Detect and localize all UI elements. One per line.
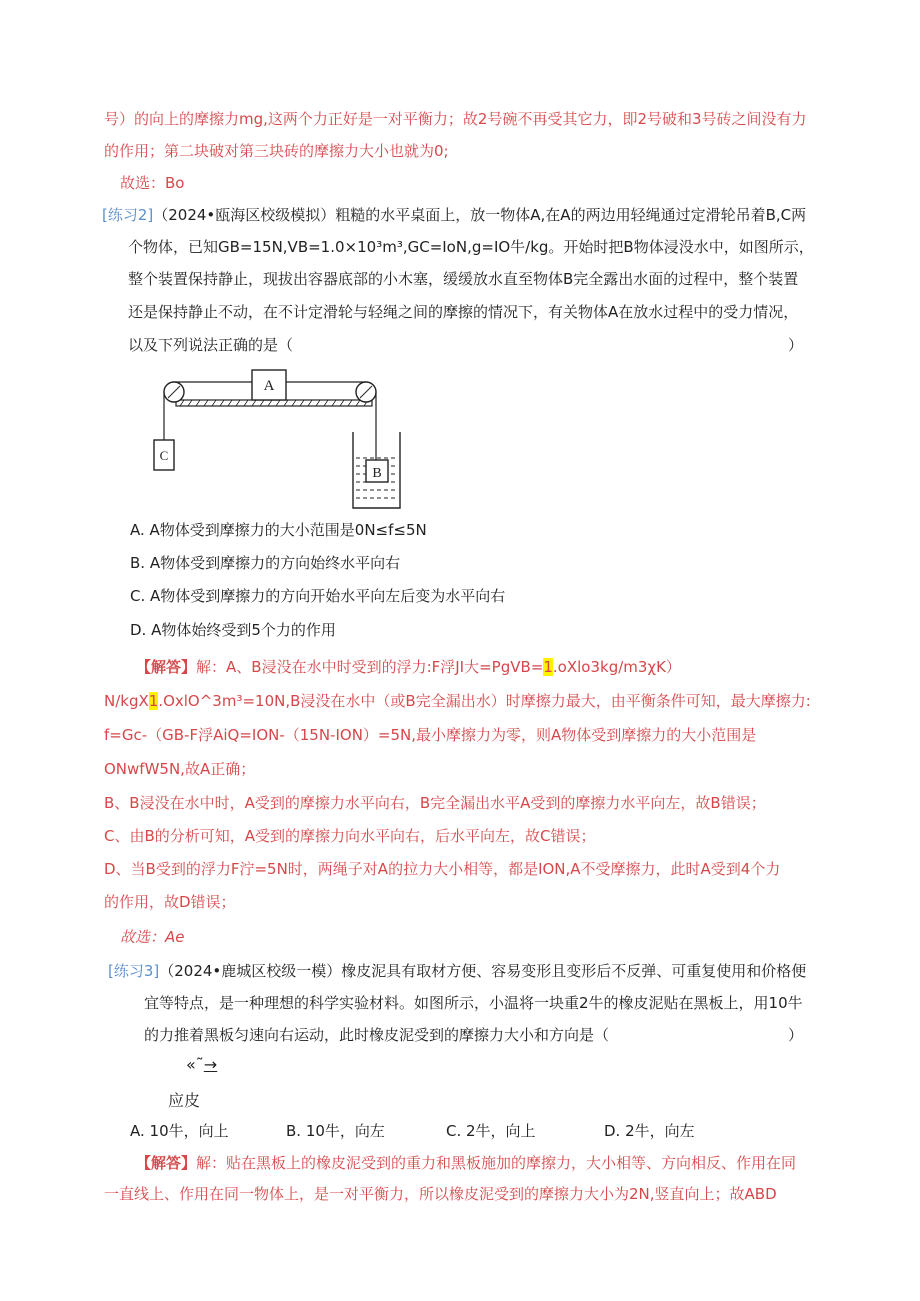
arrow-right-icon: → bbox=[203, 1055, 218, 1074]
q2-text-1: （2024•瓯海区校级模拟）粗糙的水平桌面上，放一物体A,在A的两边用轻绳通过定滑轮吊着B,C两 bbox=[153, 206, 807, 224]
q3-option-c: C. 2牛，向上 bbox=[446, 1122, 536, 1140]
block-a-label: A bbox=[263, 378, 275, 394]
q2-line-1 bbox=[102, 204, 806, 226]
q2-option-b: B. A物体受到摩擦力的方向始终水平向右 bbox=[130, 554, 401, 572]
q2-solution-line-7: D、当B受到的浮力F泞=5N时，两绳子对A的拉力大小相等，都是ION,A不受摩擦力，此时A受到4个力 bbox=[104, 860, 781, 878]
q2-paren-close: ） bbox=[788, 336, 804, 354]
q3-option-d: D. 2牛，向左 bbox=[604, 1122, 695, 1140]
q3-paren-close: ） bbox=[788, 1026, 804, 1044]
q3-solution-line-1: 【解答】解：贴在黑板上的橡皮泥受到的重力和黑板施加的摩擦力，大小相等、方向相反、作用在同 bbox=[136, 1154, 797, 1172]
q3-line-3: 的力推着黑板匀速向右运动，此时橡皮泥受到的摩擦力大小和方向是（ bbox=[144, 1026, 610, 1044]
q3-solution-head: 【解答】 bbox=[136, 1154, 197, 1172]
q2-solution-head: 【解答】 bbox=[136, 658, 197, 676]
prev-solution-line-1: 号）的向上的摩擦力mg,这两个力正好是一对平衡力；故2号碗不再受其它力，即2号破和3号砖之间没有力 bbox=[104, 110, 807, 128]
q2-answer: 故选：Ae bbox=[120, 928, 185, 946]
q2-line-5: 以及下列说法正确的是（ bbox=[128, 336, 294, 354]
q2-solution-line-3: f=Gc-（GB-F浮AiQ=ION-（15N-ION）=5N,最小摩擦力为零，则A物体受到摩擦力的大小范围是 bbox=[104, 726, 757, 744]
q3-option-a: A. 10牛，向上 bbox=[130, 1122, 229, 1140]
q3-solution-line-2: 一直线上、作用在同一物体上，是一对平衡力，所以橡皮泥受到的摩擦力大小为2N,竖直向上；故ABD bbox=[104, 1185, 777, 1203]
q2-tag: [练习2] bbox=[102, 206, 154, 224]
q2-solution-line-6: C、由B的分析可知，A受到的摩擦力向水平向右，后水平向左，故C错误； bbox=[104, 827, 596, 845]
q3-line-1 bbox=[108, 960, 806, 982]
q3-figure-label: 应皮 bbox=[168, 1091, 201, 1110]
q3-figure bbox=[186, 1054, 217, 1076]
q2-solution-line-5: B、B浸没在水中时，A受到的摩擦力水平向右，B完全漏出水平A受到的摩擦力水平向左，故B错误； bbox=[104, 794, 766, 812]
prev-solution-line-2: 的作用；第二块破对第三块砖的摩擦力大小也就为0; bbox=[104, 142, 449, 160]
table-surface bbox=[176, 400, 372, 406]
q2-option-c: C. A物体受到摩擦力的方向开始水平向左后变为水平向右 bbox=[130, 587, 506, 605]
q3-line-2: 宜等特点，是一种理想的科学实验材料。如图所示，小温将一块重2牛的橡皮泥贴在黑板上，用10牛 bbox=[144, 994, 803, 1012]
block-b-label: B bbox=[372, 466, 382, 481]
q3-option-b: B. 10牛，向左 bbox=[286, 1122, 385, 1140]
q3-figure-glyph: «˜ bbox=[186, 1055, 204, 1074]
q2-solution-line-2: N∕kgX1.OxlO^3m³=10N,B浸没在水中（或B完全漏出水）时摩擦力最大，由平衡条件可知，最大摩擦力: bbox=[104, 692, 811, 710]
q2-solution-line-4: ONwfW5N,故A正确； bbox=[104, 760, 256, 778]
q2-solution-line-1: 【解答】解：A、B浸没在水中时受到的浮力:F浮JI大=PgVB=1.oXlo3kg∕m3χK） bbox=[136, 658, 681, 676]
q2-line-2: 个物体，已知GB=15N,VB=1.0×10³m³,GC=IoN,g=IO牛/kg。开始时把B物体浸没水中，如图所示， bbox=[128, 238, 814, 256]
pulley-diagram bbox=[148, 362, 410, 512]
q3-text-1: （2024•鹿城区校级一模）橡皮泥具有取材方便、容易变形且变形后不反弹、可重复使用和价格便 bbox=[159, 962, 807, 980]
prev-answer: 故选：Bo bbox=[120, 174, 185, 192]
q2-line-4: 还是保持静止不动，在不计定滑轮与轻绳之间的摩擦的情况下，有关物体A在放水过程中的受力情况， bbox=[128, 303, 799, 321]
q2-option-d: D. A物体始终受到5个力的作用 bbox=[130, 621, 336, 639]
q2-option-a: A. A物体受到摩擦力的大小范围是0N≤f≤5N bbox=[130, 521, 427, 539]
q2-line-3: 整个装置保持静止，现拔出容器底部的小木塞，缓缓放水直至物体B完全露出水面的过程中，整个装置 bbox=[128, 270, 799, 288]
q2-solution-line-8: 的作用，故D错误； bbox=[104, 893, 236, 911]
block-c-label: C bbox=[159, 448, 169, 463]
q3-tag: [练习3] bbox=[108, 962, 160, 980]
